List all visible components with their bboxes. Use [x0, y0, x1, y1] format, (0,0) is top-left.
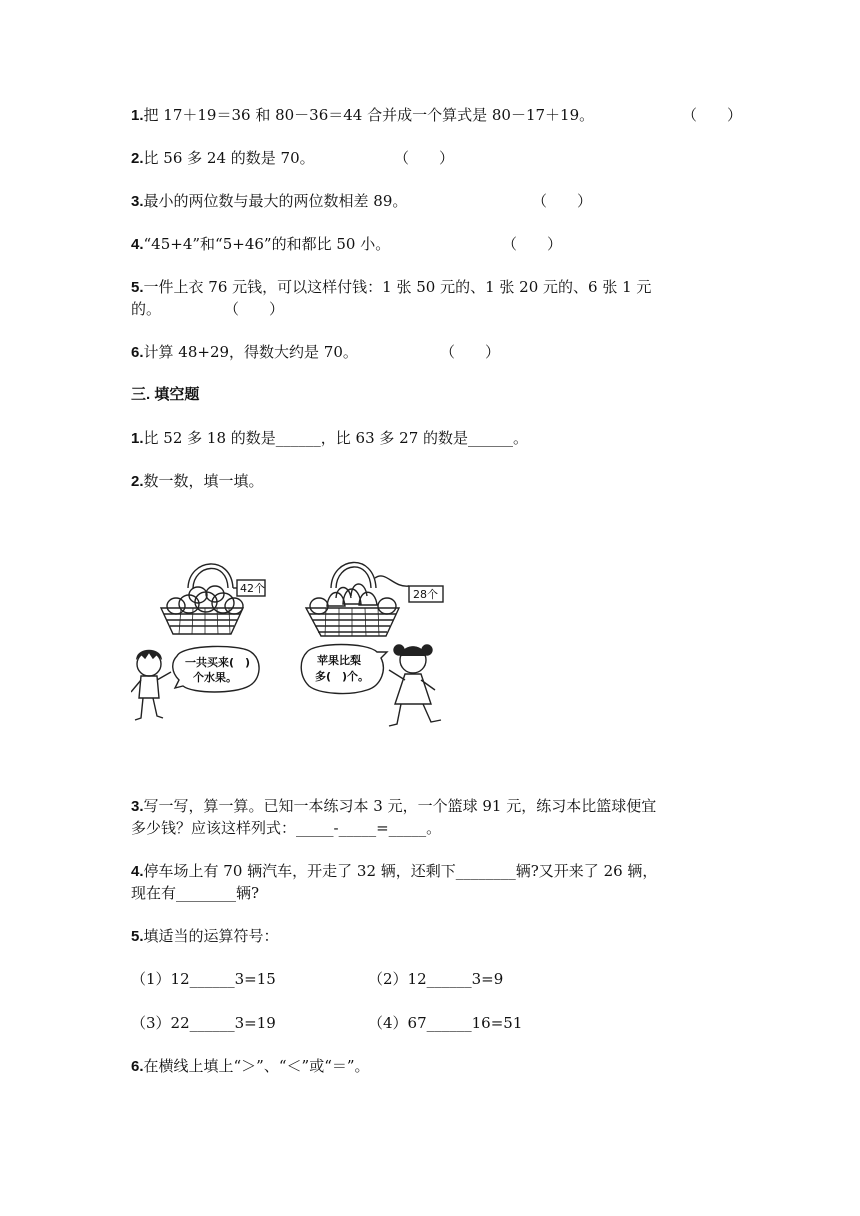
fill-item-2 [131, 470, 264, 493]
judge-item-3 [131, 190, 407, 213]
item-number: 4. [131, 236, 144, 253]
item-text: 最小的两位数与最大的两位数相差 89。 [143, 192, 408, 210]
item-number: 5. [131, 928, 144, 945]
item-text: “45+4”和“5+46”的和都比 50 小。 [143, 235, 391, 253]
sub-question-4: （4）67______16=51 [368, 1014, 523, 1032]
item-text: 数一数，填一填。 [143, 472, 264, 490]
item-number: 5. [131, 279, 144, 296]
item-text: 写一写，算一算。已知一本练习本 3 元，一个篮球 91 元，练习本比篮球便宜 [143, 797, 657, 815]
answer-paren[interactable]: （ ） [440, 343, 501, 361]
judge-item-5-cont: 的。 [131, 300, 162, 318]
sub-question-3: （3）22______3=19 [131, 1014, 276, 1032]
answer-paren[interactable]: （ ） [502, 235, 563, 253]
item-number: 1. [131, 430, 144, 447]
fill-item-5 [131, 925, 279, 948]
item-text: 比 56 多 24 的数是 70。 [143, 149, 315, 167]
right-bubble-line-2: 多( )个。 [315, 670, 370, 683]
item-text: 一件上衣 76 元钱，可以这样付钱：1 张 50 元的、1 张 20 元的、6 张 1 元 [143, 278, 652, 296]
item-number: 2. [131, 150, 144, 167]
right-bubble-line-1: 苹果比梨 [317, 654, 361, 667]
item-number: 1. [131, 107, 144, 124]
item-text: 计算 48+29，得数大约是 70。 [143, 343, 358, 361]
answer-paren[interactable]: （ ） [682, 106, 743, 124]
item-text: 填适当的运算符号： [143, 927, 279, 945]
item-number: 4. [131, 863, 144, 880]
answer-paren[interactable]: （ ） [532, 192, 593, 210]
fill-item-1 [131, 427, 528, 450]
answer-paren[interactable]: （ ） [394, 149, 455, 167]
left-count-tag: 42个 [240, 582, 265, 595]
fill-item-4-cont: 现在有________辆? [131, 884, 260, 902]
answer-paren[interactable]: （ ） [224, 300, 285, 318]
fill-item-3-cont: 多少钱？应该这样列式：_____-_____=_____。 [131, 819, 442, 837]
judge-item-2 [131, 147, 315, 170]
fill-item-4 [131, 860, 657, 883]
fill-item-3 [131, 795, 656, 818]
judge-item-1 [131, 104, 594, 127]
section-title: 三. 填空题 [131, 386, 200, 403]
item-text: 把 17＋19＝36 和 80－36＝44 合并成一个算式是 80－17＋19。 [143, 106, 595, 124]
left-speech-bubble [173, 646, 259, 692]
fruit-basket-illustration [131, 548, 461, 742]
item-number: 6. [131, 344, 144, 361]
judge-item-6 [131, 341, 358, 364]
item-text: 停车场上有 70 辆汽车，开走了 32 辆，还剩下________辆?又开来了 26 辆， [143, 862, 658, 880]
item-number: 6. [131, 1058, 144, 1075]
left-bubble-line-1: 一共买来( ) [185, 656, 251, 669]
fill-item-6 [131, 1055, 370, 1078]
judge-item-5 [131, 276, 651, 299]
boy-figure [131, 651, 171, 721]
illustration-svg [131, 548, 461, 738]
item-text: 在横线上填上“＞”、“＜”或“＝”。 [143, 1057, 370, 1075]
right-count-tag: 28个 [413, 588, 438, 601]
item-number: 3. [131, 798, 144, 815]
sub-question-1: （1）12______3=15 [131, 970, 276, 988]
item-text: 比 52 多 18 的数是______，比 63 多 27 的数是______。 [143, 429, 529, 447]
right-speech-bubble [301, 645, 387, 694]
girl-figure [389, 645, 441, 726]
left-basket [161, 564, 265, 634]
sub-question-2: （2）12______3=9 [368, 970, 504, 988]
judge-item-4 [131, 233, 390, 256]
item-number: 2. [131, 473, 144, 490]
left-bubble-line-2: 个水果。 [193, 671, 237, 684]
item-number: 3. [131, 193, 144, 210]
